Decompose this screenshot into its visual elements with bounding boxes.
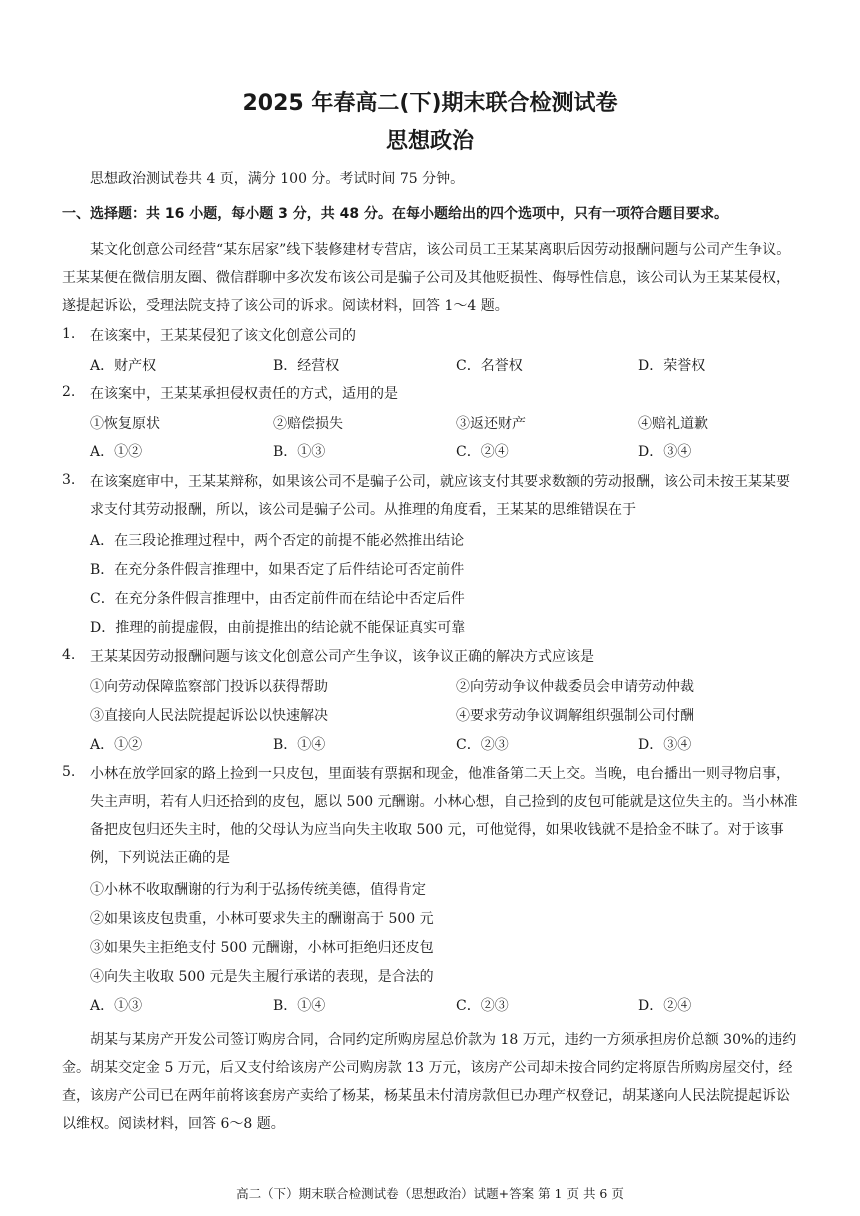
option: D．荣誉权	[638, 358, 706, 374]
question-number: 5.	[62, 764, 76, 780]
question-stem: 在该案中，王某某承担侵权责任的方式，适用的是	[90, 386, 398, 402]
question-stem: 王某某因劳动报酬问题与该文化创意公司产生争议，该争议正确的解决方式应该是	[90, 649, 594, 665]
option: B．①③	[273, 444, 326, 460]
option: D．②④	[638, 998, 692, 1014]
statement: ①恢复原状	[90, 416, 160, 432]
option: B．在充分条件假言推理中，如果否定了后件结论可否定前件	[90, 562, 465, 578]
question-stem: 在该案庭审中，王某某辩称，如果该公司不是骗子公司，就应该支付其要求数额的劳动报酬，该公司未按王某某要求支付其劳动报酬，所以，该公司是骗子公司。从推理的角度看，王某某的思维错误在于	[90, 474, 790, 518]
material-paragraph-1: 某文化创意公司经营“某东居家”线下装修建材专营店，该公司员工王某某离职后因劳动报酬问题与公司产生争议。王某某便在微信朋友圈、微信群聊中多次发布该公司是骗子公司及其他贬损性、侮辱性信息，该公司认为王某某侵权，遂提起诉讼，受理法院支持了该公司的诉求。阅读材料，回答 1～4 题。	[62, 242, 791, 314]
question-number: 1.	[62, 326, 76, 342]
question-number: 2.	[62, 384, 76, 400]
exam-intro: 思想政治测试卷共 4 页，满分 100 分。考试时间 75 分钟。	[90, 171, 465, 187]
option: A．财产权	[90, 358, 157, 374]
question-number: 4.	[62, 647, 76, 663]
section-heading: 一、选择题：共 16 小题，每小题 3 分，共 48 分。在每小题给出的四个选项中，只有一项符合题目要求。	[62, 206, 728, 222]
statement: ③如果失主拒绝支付 500 元酬谢，小林可拒绝归还皮包	[90, 940, 434, 956]
question-stem: 小林在放学回家的路上捡到一只皮包，里面装有票据和现金，他准备第二天上交。当晚，电台播出一则寻物启事，失主声明，若有人归还拾到的皮包，愿以 500 元酬谢。小林心想，自己捡到的皮包可能就是这位失主的。当小林准备把皮包归还失主时，他的父母认为应当向失主收取 500 元，可他觉得，如果收钱就不是拾金不昧了。对于该事例，下列说法正确的是	[90, 766, 798, 866]
statement: ②向劳动争议仲裁委员会申请劳动仲裁	[456, 679, 694, 695]
statement-row	[90, 676, 802, 700]
statement: ④向失主收取 500 元是失主履行承诺的表现，是合法的	[90, 969, 434, 985]
statement-row	[90, 413, 802, 437]
option: C．②③	[456, 737, 509, 753]
option-row	[90, 441, 802, 465]
option: D．推理的前提虚假，由前提推出的结论就不能保证真实可靠	[90, 620, 466, 636]
option-row	[90, 734, 802, 758]
statement: ④赔礼道歉	[638, 416, 708, 432]
statement: ②赔偿损失	[273, 416, 343, 432]
statement: ②如果该皮包贵重，小林可要求失主的酬谢高于 500 元	[90, 911, 434, 927]
option: A．在三段论推理过程中，两个否定的前提不能必然推出结论	[90, 533, 465, 549]
statement-row	[90, 705, 802, 729]
option: B．①④	[273, 737, 326, 753]
option: A．①②	[90, 737, 143, 753]
option: C．②③	[456, 998, 509, 1014]
page-footer: 高二（下）期末联合检测试卷（思想政治）试题+答案 第 1 页 共 6 页	[236, 1186, 624, 1201]
exam-subject: 思想政治	[385, 129, 474, 154]
question-number: 3.	[62, 472, 76, 488]
option: C．名誉权	[456, 358, 523, 374]
option: C．②④	[456, 444, 509, 460]
material-paragraph-2: 胡某与某房产开发公司签订购房合同，合同约定所购房屋总价款为 18 万元，违约一方须承担房价总额 30%的违约金。胡某交定金 5 万元，后又支付给该房产公司购房款 13 万元，该房产公司却未按合同约定将原告所购房屋交付，经查，该房产公司已在两年前将该套房产卖给了杨某，杨某虽未付清房款但已办理产权登记，胡某遂向人民法院提起诉讼以维权。阅读材料，回答 6～8 题。	[62, 1032, 797, 1132]
option: A．①②	[90, 444, 143, 460]
option: A．①③	[90, 998, 143, 1014]
option: B．经营权	[273, 358, 340, 374]
exam-title: 2025 年春高二(下)期末联合检测试卷	[242, 91, 618, 116]
statement: ③直接向人民法院提起诉讼以快速解决	[90, 708, 328, 724]
question-stem: 在该案中，王某某侵犯了该文化创意公司的	[90, 328, 356, 344]
option: D．③④	[638, 444, 692, 460]
option: C．在充分条件假言推理中，由否定前件而在结论中否定后件	[90, 591, 465, 607]
statement: ①向劳动保障监察部门投诉以获得帮助	[90, 679, 328, 695]
statement: ③返还财产	[456, 416, 526, 432]
option-row	[90, 355, 802, 379]
option: D．③④	[638, 737, 692, 753]
statement: ①小林不收取酬谢的行为利于弘扬传统美德，值得肯定	[90, 882, 426, 898]
option: B．①④	[273, 998, 326, 1014]
option-row	[90, 995, 802, 1019]
statement: ④要求劳动争议调解组织强制公司付酬	[456, 708, 694, 724]
